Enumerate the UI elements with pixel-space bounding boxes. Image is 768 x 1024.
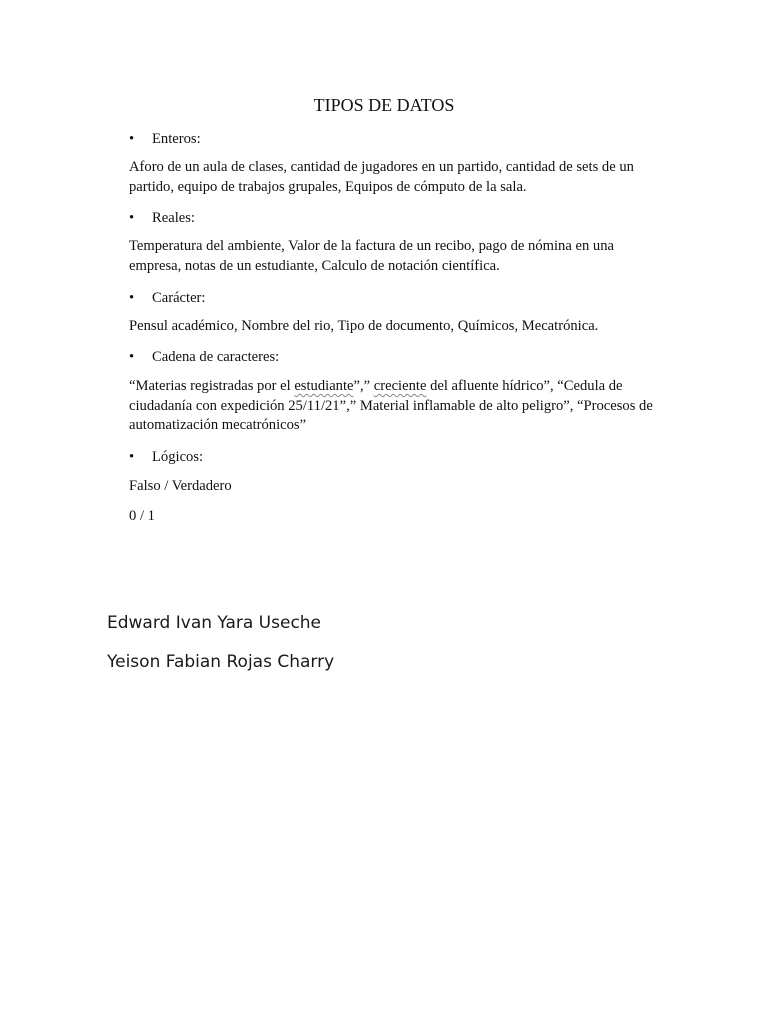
section-heading-reales: Reales: [152, 210, 195, 226]
bullet-enteros [129, 130, 201, 150]
section-heading-caracter: Carácter: [152, 290, 206, 306]
cadena-text-part: ”,” [353, 378, 374, 394]
section-body-reales: Temperatura del ambiente, Valor de la factura de un recibo, pago de nómina en una empresa, notas de un estudiante, Calculo de notación científica. [129, 238, 614, 274]
spellcheck-word: creciente [373, 378, 427, 394]
section-body-enteros: Aforo de un aula de clases, cantidad de jugadores en un partido, cantidad de sets de un partido, equipo de trabajos grupales, Equipos de cómputo de la sala. [129, 159, 634, 195]
section-heading-logicos: Lógicos: [152, 449, 204, 465]
spellcheck-word: estudiante [294, 378, 354, 394]
author-name: Edward Ivan Yara Useche [107, 613, 322, 633]
author-name: Yeison Fabian Rojas Charry [107, 652, 335, 672]
bullet-reales [129, 209, 195, 229]
document-title: TIPOS DE DATOS [313, 95, 455, 115]
section-heading-enteros: Enteros: [152, 131, 201, 147]
bullet-logicos [129, 448, 203, 468]
bullet-caracter [129, 289, 205, 309]
section-body-cadena [129, 377, 669, 436]
cadena-text-part: “Materias registradas por el [129, 378, 295, 394]
section-heading-cadena: Cadena de caracteres: [152, 349, 280, 365]
logicos-line-1: Falso / Verdadero [129, 478, 232, 494]
cadena-text-part: del afluente hídrico”, “Cedula de ciudadanía con expedición 25/11/21”,” Material inflamable de alto peligro”, “Procesos de automatización mecatrónicos” [129, 378, 653, 433]
bullet-dot: • [129, 210, 135, 226]
logicos-line-2: 0 / 1 [129, 508, 155, 524]
bullet-dot: • [129, 349, 135, 365]
bullet-cadena [129, 348, 279, 368]
bullet-dot: • [129, 131, 135, 147]
section-body-caracter: Pensul académico, Nombre del rio, Tipo de documento, Químicos, Mecatrónica. [129, 318, 599, 334]
bullet-dot: • [129, 449, 135, 465]
bullet-dot: • [129, 290, 135, 306]
